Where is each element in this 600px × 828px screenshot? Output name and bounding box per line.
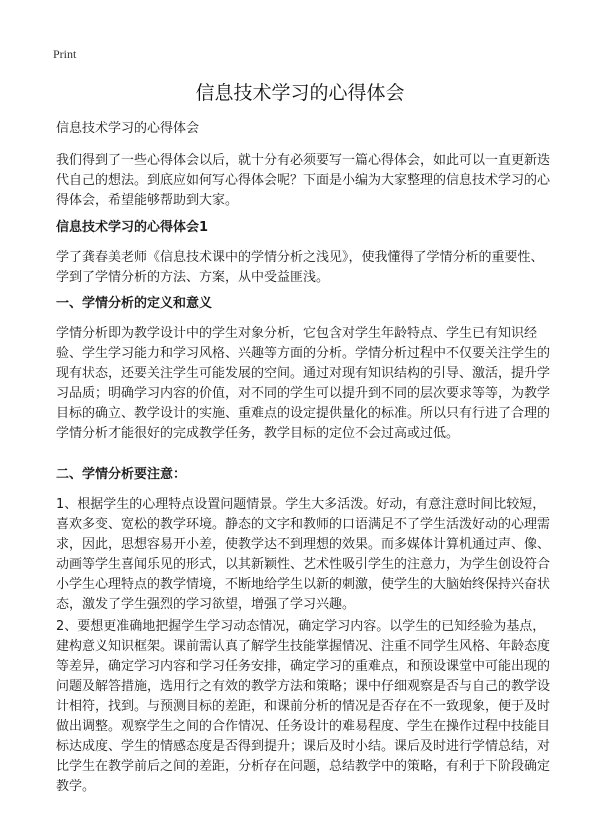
subtitle-text: 信息技术学习的心得体会 xyxy=(56,121,200,136)
paragraph-4 xyxy=(56,617,552,797)
paragraph-3 xyxy=(56,495,552,615)
heading-1-text: 一、学情分析的定义和意义 xyxy=(56,296,213,311)
doc-subtitle xyxy=(56,119,552,139)
print-link[interactable]: Print xyxy=(53,47,77,61)
heading-2 xyxy=(56,465,552,485)
section-heading xyxy=(56,218,552,238)
intro-text: 我们得到了一些心得体会以后，就十分有必须要写一篇心得体会，如此可以一直更新迭代自己的想法。到底应如何写心得体会呢？下面是小编为大家整理的信息技术学习的心得体会，希望能够帮助到大家。 xyxy=(56,153,551,208)
paragraph-4-text: 2、要想更准确地把握学生学习动态情况，确定学习内容。以学生的已知经验为基点，建构意义知识框架。课前需认真了解学生技能掌握情况、注重不同学生风格、年龄态度等差异，确定学习内容和学习任务安排，确定学习的重难点，和预设课堂中可能出现的问题及解答措施，选用行之有效的教学方法和策略；课中仔细观察是否与自己的教学设计相符，找到。与预测目标的差距，和课前分析的情况是否存在不一致现象，便于及时做出调整。观察学生之间的合作情况、任务设计的难易程度、学生在操作过程中技能目标达成度、学生的情感态度是否得到提升；课后及时小结。课后及时进行学情总结，对比学生在教学前后之间的差距，分析存在问题，总结教学中的策略，有利于下阶段确定教学。 xyxy=(56,619,551,794)
section-heading-text: 信息技术学习的心得体会1 xyxy=(56,220,209,235)
heading-2-text: 二、学情分析要注意： xyxy=(56,467,187,482)
heading-1 xyxy=(56,294,552,314)
paragraph-1-text: 学了龚春美老师《信息技术课中的学情分析之浅见》，使我懂得了学情分析的重要性、学到了学情分析的方法、方案，从中受益匪浅。 xyxy=(56,250,544,285)
page-title: 信息技术学习的心得体会 xyxy=(195,82,405,104)
paragraph-2-text: 学情分析即为教学设计中的学生对象分析，它包含对学生年龄特点、学生已有知识经验、学生学习能力和学习风格、兴趣等方面的分析。学情分析过程中不仅要关注学生的现有状态，还要关注学生可能发展的空间。通过对现有知识结构的引导、激活，提升学习品质；明确学习内容的价值，对不同的学生可以提升到不同的层次要求等等，为教学目标的确立、教学设计的实施、重难点的设定提供量化的标准。所以只有行进了合理的学情分析才能很好的完成教学任务，教学目标的定位不会过高或过低。 xyxy=(56,326,551,441)
intro-paragraph xyxy=(56,151,552,211)
paragraph-1 xyxy=(56,248,552,288)
paragraph-2 xyxy=(56,324,552,444)
paragraph-3-text: 1、根据学生的心理特点设置问题情景。学生大多活泼。好动，有意注意时间比较短，喜欢多变、宽松的教学环境。静态的文字和教师的口语满足不了学生活泼好动的心理需求，因此，思想容易开小差，使教学达不到理想的效果。而多媒体计算机通过声、像、动画等学生喜闻乐见的形式，以其新颖性、艺术性吸引学生的注意力，为学生创设符合小学生心理特点的教学情境，不断地给学生以新的刺激，使学生的大脑始终保持兴奋状态，激发了学生强烈的学习欲望，增强了学习兴趣。 xyxy=(56,497,551,612)
